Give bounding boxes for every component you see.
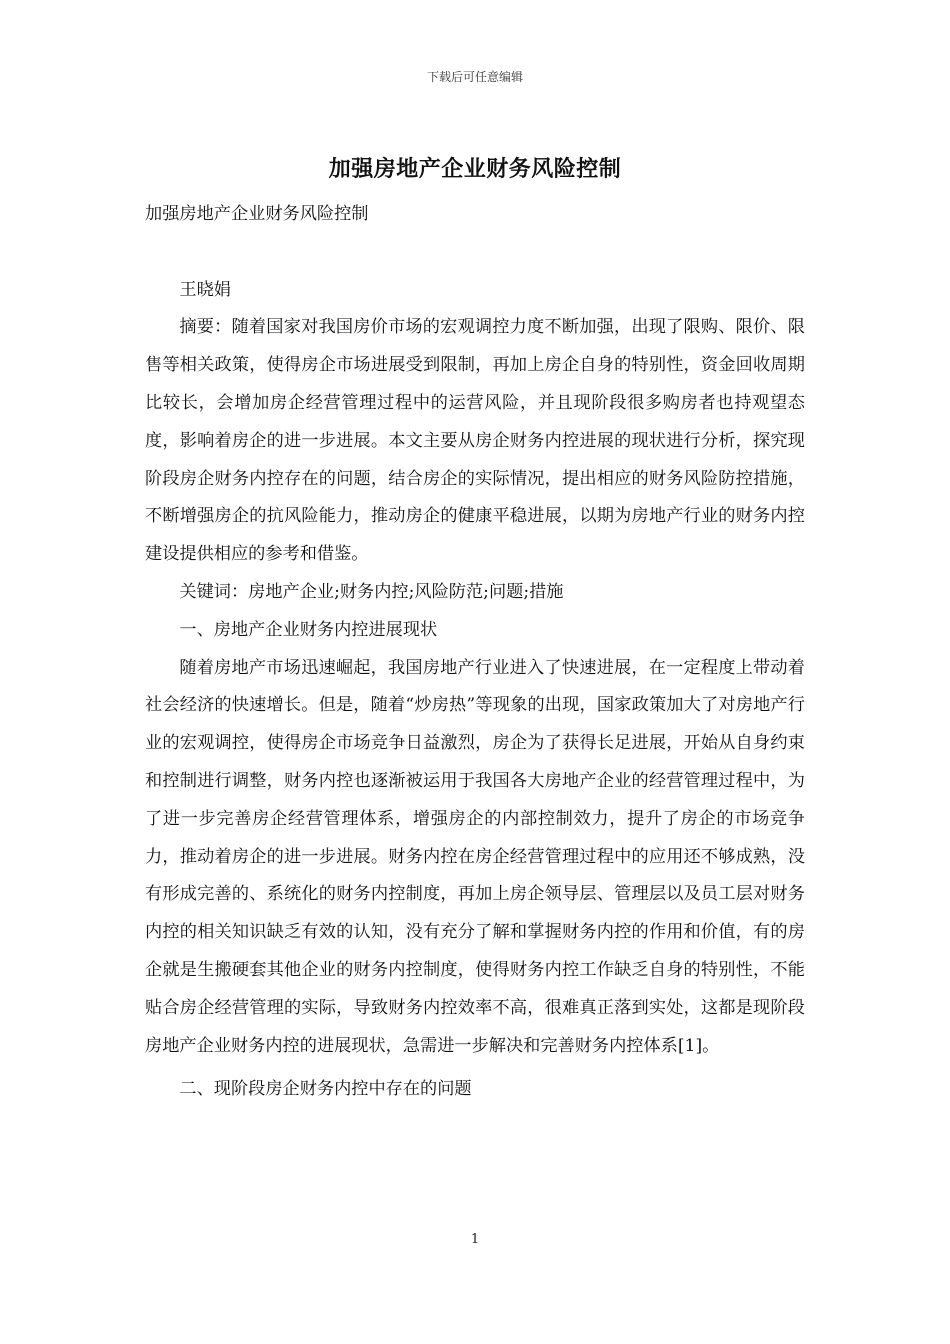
page-number: 1 [470, 1232, 480, 1247]
document-body [145, 196, 805, 1109]
abstract-paragraph: 摘要：随着国家对我国房价市场的宏观调控力度不断加强，出现了限购、限价、限售等相关政策，使得房企市场进展受到限制，再加上房企自身的特别性，资金回收周期比较长，会增加房企经营管理过程中的运营风险，并且现阶段很多购房者也持观望态度，影响着房企的进一步进展。本文主要从房企财务内控进展的现状进行分析，探究现阶段房企财务内控存在的问题，结合房企的实际情况，提出相应的财务风险防控措施，不断增强房企的抗风险能力，推动房企的健康平稳进展，以期为房地产行业的财务内控建设提供相应的参考和借鉴。 [145, 317, 805, 565]
blank-line [145, 234, 805, 272]
section-1-paragraph: 随着房地产市场迅速崛起，我国房地产行业进入了快速进展，在一定程度上带动着社会经济的快速增长。但是，随着“炒房热”等现象的出现，国家政策加大了对房地产行业的宏观调控，使得房企市场竞争日益激烈，房企为了获得长足进展，开始从自身约束和控制进行调整，财务内控也逐渐被运用于我国各大房地产企业的经营管理过程中，为了进一步完善房企经营管理体系，增强房企的内部控制效力，提升了房企的市场竞争力，推动着房企的进一步进展。财务内控在房企经营管理过程中的应用还不够成熟，没有形成完善的、系统化的财务内控制度，再加上房企领导层、管理层以及员工层对财务内控的相关知识缺乏有效的认知，没有充分了解和掌握财务内控的作用和价值，有的房企就是生搬硬套其他企业的财务内控制度，使得财务内控工作缺乏自身的特别性，不能贴合房企经营管理的实际，导致财务内控效率不高，很难真正落到实处，这都是现阶段房地产企业财务内控的进展现状，急需进一步解决和完善财务内控体系[1]。 [145, 657, 805, 1056]
section-heading-2: 二、现阶段房企财务内控中存在的问题 [179, 1079, 472, 1100]
document-subtitle: 加强房地产企业财务风险控制 [145, 204, 369, 224]
document-title: 加强房地产企业财务风险控制 [328, 156, 622, 182]
author-name: 王晓娟 [179, 279, 231, 300]
page-header-note: 下载后可任意编辑 [426, 70, 523, 84]
keywords-line: 关键词：房地产企业;财务内控;风险防范;问题;措施 [179, 581, 564, 602]
section-heading-1: 一、房地产企业财务内控进展现状 [179, 619, 438, 640]
